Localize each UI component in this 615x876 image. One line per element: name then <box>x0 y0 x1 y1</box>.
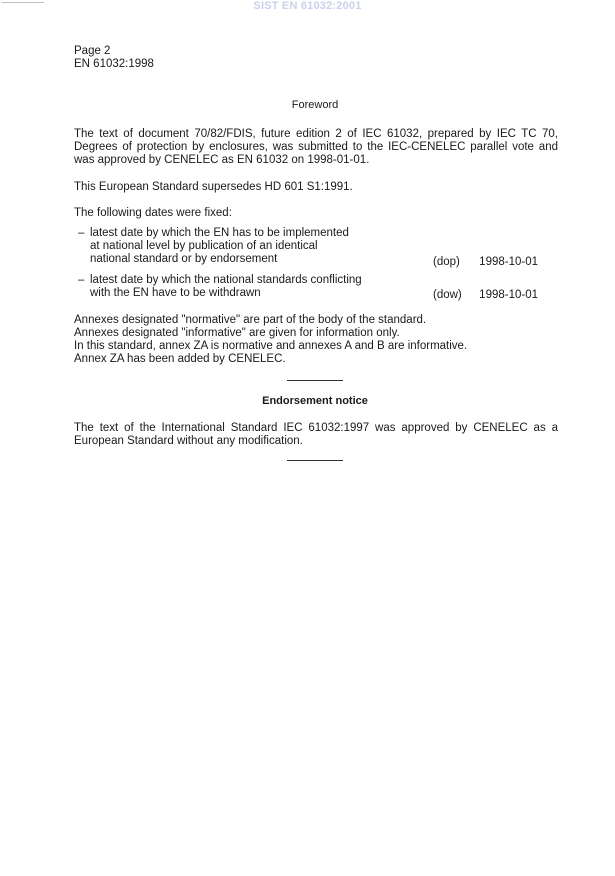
document-stamp: SIST EN 61032:2001 <box>253 0 362 12</box>
date-value: 1998-10-01 <box>479 289 538 301</box>
endorsement-title: Endorsement notice <box>262 395 368 407</box>
page-header <box>74 45 154 71</box>
date-item-dow <box>78 274 538 301</box>
page-number: Page 2 <box>74 45 111 57</box>
date-value: 1998-10-01 <box>479 256 538 268</box>
date-item-line: with the EN have to be withdrawn <box>90 287 261 299</box>
date-code: (dow) <box>433 289 462 301</box>
standard-number: EN 61032:1998 <box>74 58 154 70</box>
annex-line: In this standard, annex ZA is normative and annexes A and B are informative. <box>74 340 468 352</box>
supersedes-paragraph: This European Standard supersedes HD 601 S1:1991. <box>74 181 353 193</box>
date-code: (dop) <box>433 256 460 268</box>
endorsement-paragraph: The text of the International Standard IEC 61032:1997 was approved by CENELEC as a European Standard without any modification. <box>74 422 558 447</box>
date-item-dop <box>78 227 538 267</box>
date-item-line: latest date by which the EN has to be implemented <box>90 227 349 239</box>
section-divider <box>287 460 343 461</box>
date-item-line: national standard or by endorsement <box>90 253 278 265</box>
annexes-paragraph <box>74 314 558 366</box>
dates-intro-paragraph: The following dates were fixed: <box>74 207 232 219</box>
annex-line: Annexes designated "normative" are part of the body of the standard. <box>74 314 427 326</box>
annex-line: Annexes designated "informative" are given for information only. <box>74 327 400 339</box>
list-dash: – <box>78 227 85 239</box>
foreword-intro-paragraph: The text of document 70/82/FDIS, future edition 2 of IEC 61032, prepared by IEC TC 70, Degrees of protection by enclosures, was submitted to the IEC-CENELEC parallel vote and was approved by CENELEC as EN 61032 on 1998-01-01. <box>74 128 558 166</box>
date-item-line: latest date by which the national standards conflicting <box>90 274 362 286</box>
annex-line: Annex ZA has been added by CENELEC. <box>74 353 286 365</box>
date-item-text <box>90 227 390 266</box>
date-item-line: at national level by publication of an identical <box>90 240 318 252</box>
section-divider <box>287 380 343 381</box>
foreword-title: Foreword <box>291 99 339 111</box>
list-dash: – <box>78 274 85 286</box>
date-item-text <box>90 274 390 300</box>
